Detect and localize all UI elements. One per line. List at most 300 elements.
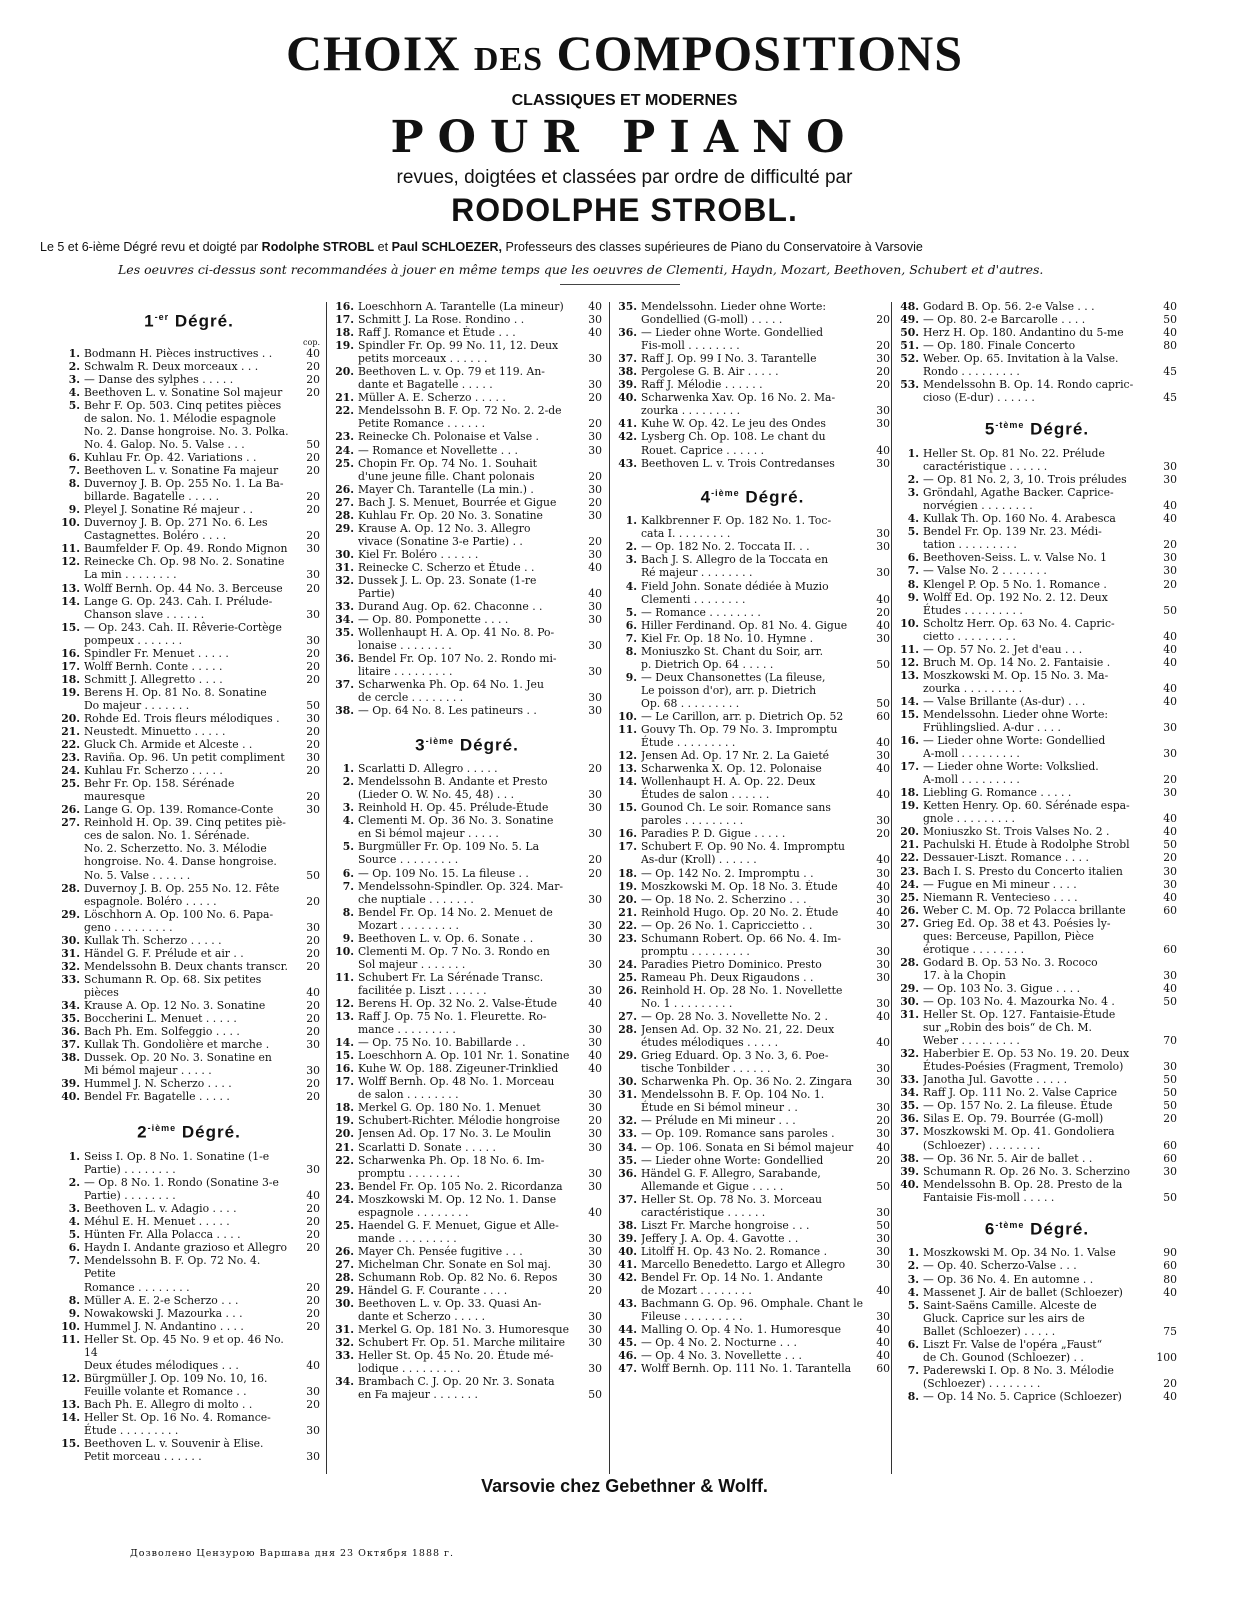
entry-price: 40 xyxy=(1163,655,1177,669)
entry-title: Jensen Ad. Op. 32 No. 21, 22. Deux études mélodiques . . . . . xyxy=(641,1023,835,1050)
entry-title: Bach Ph. E. Allegro di molto . . xyxy=(84,1397,253,1411)
degree-word: Dégré. xyxy=(174,311,234,331)
entry-price: 30 xyxy=(1163,460,1177,474)
entry-title: Beethoven-Seiss. L. v. Valse No. 1 xyxy=(923,551,1108,565)
section-heading-degree-2 xyxy=(58,1117,320,1144)
entry-number: 16. xyxy=(900,734,919,748)
entry-number: 26. xyxy=(900,903,919,917)
entry-title: — Op. 80. 2-e Barcarolle . . . . xyxy=(923,313,1086,327)
catalogue-entry xyxy=(58,373,320,386)
entry-title: Weber. Op. 65. Invitation à la Valse. Rondo . . . . . . . . . xyxy=(923,352,1119,379)
note-schloezer: Paul SCHLOEZER, xyxy=(391,240,503,254)
catalogue-entry xyxy=(615,1349,890,1362)
entry-title: Merkel G. Op. 181 No. 3. Humoresque xyxy=(358,1323,570,1337)
entry-price: 30 xyxy=(588,313,602,327)
entry-number: 19. xyxy=(618,879,637,893)
catalogue-entry xyxy=(332,1049,602,1062)
entry-price: 20 xyxy=(588,1284,602,1298)
entry-price: 20 xyxy=(306,490,320,504)
entry-number: 1. xyxy=(342,762,354,776)
catalogue-entry xyxy=(615,958,890,971)
entry-number: 12. xyxy=(618,749,637,763)
entry-title: — Op. 75 No. 10. Babillarde . . xyxy=(358,1036,526,1050)
entry-number: 27. xyxy=(335,1257,354,1271)
catalogue-entry xyxy=(897,695,1177,708)
entry-price: 30 xyxy=(306,1163,320,1177)
entry-title: Paradies P. D. Gigue . . . . . xyxy=(641,827,786,841)
catalogue-entry xyxy=(615,710,890,723)
entry-number: 15. xyxy=(900,707,919,721)
entry-title: Lange G. Op. 139. Romance-Conte xyxy=(84,803,274,817)
entry-number: 31. xyxy=(900,1008,919,1022)
entry-price: 40 xyxy=(306,985,320,999)
entry-number: 43. xyxy=(618,1297,637,1311)
entry-number: 40. xyxy=(618,391,637,405)
entry-number: 14. xyxy=(61,594,80,608)
entry-title: Paderewski I. Op. 8 No. 3. Mélodie (Schloezer) . . . . . . . . xyxy=(923,1363,1114,1390)
entry-price: 30 xyxy=(588,639,602,653)
entry-title: Lange G. Op. 243. Cah. I. Prélude- Chanson slave . . . . . . xyxy=(84,594,273,621)
entry-title: Hiller Ferdinand. Op. 81 No. 4. Gigue xyxy=(641,618,848,632)
entry-number: 3. xyxy=(907,486,919,500)
catalogue-entry xyxy=(615,1271,890,1297)
entry-number: 34. xyxy=(618,1140,637,1154)
entry-price: 20 xyxy=(306,503,320,517)
entry-number: 33. xyxy=(61,972,80,986)
entry-number: 6. xyxy=(625,618,637,632)
entry-number: 33. xyxy=(335,600,354,614)
entry-number: 34. xyxy=(335,1375,354,1389)
entry-title: Bach I. S. Presto du Concerto italien xyxy=(923,864,1123,878)
entry-title: Kuhlau Fr. Scherzo . . . . . xyxy=(84,764,223,778)
entry-number: 33. xyxy=(618,1127,637,1141)
entry-title: Raff J. Romance et Étude . . . xyxy=(358,326,516,340)
entry-title: Rohde Ed. Trois fleurs mélodiques . xyxy=(84,711,280,725)
entry-price: 20 xyxy=(306,659,320,673)
catalogue-entry xyxy=(615,827,890,840)
entry-price: 20 xyxy=(306,1397,320,1411)
entry-title: Haendel G. F. Menuet, Gigue et Alle- mande . . . . . . . . . xyxy=(358,1218,559,1245)
subtitle: CLASSIQUES ET MODERNES xyxy=(511,92,738,109)
entry-number: 18. xyxy=(335,326,354,340)
entry-number: 31. xyxy=(335,1323,354,1337)
entry-number: 12. xyxy=(335,997,354,1010)
entry-price: 50 xyxy=(588,1388,602,1402)
entry-price: 40 xyxy=(876,1140,890,1154)
entry-title: Janotha Jul. Gavotte . . . . . xyxy=(923,1073,1068,1087)
catalogue-entry xyxy=(897,1112,1177,1125)
entry-price: 80 xyxy=(1163,339,1177,353)
entry-number: 17. xyxy=(335,313,354,327)
entry-price: 20 xyxy=(306,581,320,595)
entry-title: Jensen Ad. Op. 17 No. 3. Le Moulin xyxy=(358,1127,552,1141)
entry-price: 20 xyxy=(306,451,320,465)
column-divider xyxy=(326,302,327,1474)
entry-price: 30 xyxy=(876,404,890,418)
catalogue-entry xyxy=(897,486,1177,512)
catalogue-entry xyxy=(58,947,320,960)
entry-title: Schubert-Richter. Mélodie hongroise xyxy=(358,1114,560,1128)
entry-number: 36. xyxy=(618,1166,637,1180)
entry-title: — Op. 4 No. 2. Nocturne . . . xyxy=(641,1336,797,1350)
entry-title: Mendelssohn B. F. Op. 72 No. 2. 2-de Petite Romance . . . . . . xyxy=(358,404,562,431)
catalogue-entry xyxy=(897,1165,1177,1178)
catalogue-entry xyxy=(58,1411,320,1437)
catalogue-entry xyxy=(58,647,320,660)
entry-title: — Op. 142 No. 2. Impromptu . . xyxy=(641,866,814,880)
entry-title: — Op. 81 No. 2, 3, 10. Trois préludes xyxy=(923,473,1127,487)
entry-number: 5. xyxy=(625,605,637,619)
catalogue-entry xyxy=(332,430,602,443)
entry-title: — Op. 157 No. 2. La fileuse. Étude xyxy=(923,1099,1113,1113)
entry-price: 30 xyxy=(1163,877,1177,891)
entry-price: 30 xyxy=(588,443,602,457)
catalogue-entry xyxy=(897,1047,1177,1073)
entry-number: 9. xyxy=(68,503,80,517)
entry-title: Kullak Th. Gondolière et marche . xyxy=(84,1038,270,1052)
catalogue-entry xyxy=(615,840,890,866)
catalogue-entry xyxy=(58,660,320,673)
entry-number: 20. xyxy=(61,711,80,725)
entry-price: 40 xyxy=(306,346,320,360)
catalogue-entry xyxy=(58,347,320,360)
entry-number: 36. xyxy=(61,1025,80,1039)
entry-title: — Lieder ohne Worte. Gondellied Fis-moll . . . . . . . . xyxy=(641,326,824,353)
catalogue-entry xyxy=(58,803,320,816)
entry-price: 20 xyxy=(306,1293,320,1307)
entry-title: — Op. 243. Cah. II. Rêverie-Cortège pompeux . . . . . . . xyxy=(84,620,282,647)
entry-title: Moszkowski M. Op. 12 No. 1. Danse espagnole . . . . . . . . xyxy=(358,1192,557,1219)
entry-title: — Op. 106. Sonata en Si bémol majeur xyxy=(641,1140,854,1154)
entry-number: 32. xyxy=(618,1114,637,1128)
entry-title: Raff J. Mélodie . . . . . . xyxy=(641,378,763,392)
entry-title: Raff J. Op. 99 I No. 3. Tarantelle xyxy=(641,352,817,366)
catalogue-entry xyxy=(615,893,890,906)
catalogue-entry xyxy=(58,816,320,881)
catalogue-entry xyxy=(897,995,1177,1008)
entry-number: 10. xyxy=(61,516,80,530)
entry-title: Wollenhaupt H. A. Op. 41 No. 8. Po- lonaise . . . . . . . . xyxy=(358,626,555,653)
entry-number: 4. xyxy=(907,512,919,526)
editors-note xyxy=(40,240,1240,254)
entry-price: 45 xyxy=(1163,365,1177,379)
entry-title: Kiel Fr. Boléro . . . . . . xyxy=(358,547,479,561)
catalogue-entry xyxy=(58,908,320,934)
entry-number: 37. xyxy=(335,678,354,692)
entry-number: 17. xyxy=(61,659,80,673)
entry-price: 30 xyxy=(876,1231,890,1245)
entry-number: 15. xyxy=(618,801,637,815)
catalogue-entry xyxy=(897,591,1177,617)
entry-title: Gröndahl, Agathe Backer. Caprice- norvégien . . . . . . . . xyxy=(923,486,1114,513)
entry-price: 20 xyxy=(306,1228,320,1242)
catalogue-entry xyxy=(332,1101,602,1114)
entry-price: 30 xyxy=(1163,1060,1177,1074)
entry-number: 32. xyxy=(335,573,354,587)
entry-price: 30 xyxy=(306,1424,320,1438)
catalogue-entry xyxy=(58,1398,320,1411)
entry-title: Dussek J. L. Op. 23. Sonate (1-re Partie) xyxy=(358,573,537,601)
entry-price: 40 xyxy=(1163,300,1177,313)
entry-number: 26. xyxy=(335,482,354,496)
entry-number: 39. xyxy=(618,1231,637,1245)
entry-title: Mendelssohn B. Andante et Presto (Lieder O. W. No. 45, 48) . . . xyxy=(358,775,548,802)
catalogue-entry xyxy=(615,1088,890,1114)
entry-number: 21. xyxy=(61,725,80,739)
entry-title: Clementi M. Op. 7 No. 3. Rondo en Sol majeur . . . . . . . xyxy=(358,944,550,971)
entry-title: Marcello Benedetto. Largo et Allegro xyxy=(641,1257,846,1271)
entry-price: 40 xyxy=(876,762,890,776)
entry-price: 40 xyxy=(588,997,602,1010)
degree-number: 3 xyxy=(415,735,426,755)
catalogue-entry xyxy=(615,1258,890,1271)
section-heading-degree-4 xyxy=(615,482,890,509)
entry-title: Gouvy Th. Op. 79 No. 3. Impromptu Étude . . . . . . . . . xyxy=(641,723,838,750)
column-2 xyxy=(332,300,602,1401)
catalogue-entry xyxy=(897,865,1177,878)
entry-title: Bürgmüller J. Op. 109 No. 10, 16. Feuille volante et Romance . . xyxy=(84,1371,268,1398)
catalogue-entry xyxy=(897,512,1177,525)
entry-price: 20 xyxy=(588,853,602,867)
entry-number: 7. xyxy=(907,564,919,578)
entry-title: Schumann Rob. Op. 82 No. 6. Repos xyxy=(358,1270,558,1284)
catalogue-entry xyxy=(332,1141,602,1154)
entry-price: 30 xyxy=(588,1323,602,1337)
catalogue-entry xyxy=(58,999,320,1012)
entry-number: 50. xyxy=(900,326,919,340)
entry-price: 50 xyxy=(876,1218,890,1232)
catalogue-entry xyxy=(332,1062,602,1075)
entry-price: 20 xyxy=(306,646,320,660)
catalogue-entry xyxy=(897,851,1177,864)
entry-price: 40 xyxy=(1163,694,1177,708)
entry-title: Jensen Ad. Op. 17 Nr. 2. La Gaieté xyxy=(641,749,830,763)
entry-number: 7. xyxy=(68,1254,80,1268)
entry-number: 51. xyxy=(900,339,919,353)
entry-price: 30 xyxy=(588,957,602,971)
catalogue-entry xyxy=(332,971,602,997)
catalogue-entry xyxy=(332,652,602,678)
entry-number: 6. xyxy=(907,551,919,565)
entry-price: 30 xyxy=(876,1205,890,1219)
entry-number: 27. xyxy=(61,816,80,830)
entry-price: 50 xyxy=(306,868,320,882)
catalogue-entry xyxy=(58,686,320,712)
entry-number: 24. xyxy=(618,957,637,971)
entry-price: 40 xyxy=(1163,629,1177,643)
catalogue-entry xyxy=(58,1051,320,1077)
catalogue-entry xyxy=(58,1202,320,1215)
catalogue-entry xyxy=(58,1012,320,1025)
entry-number: 25. xyxy=(618,970,637,984)
catalogue-entry xyxy=(897,1273,1177,1286)
entry-number: 24. xyxy=(335,1192,354,1206)
entry-price: 20 xyxy=(306,959,320,973)
entry-title: Gluck Ch. Armide et Alceste . . xyxy=(84,738,253,752)
entry-number: 7. xyxy=(907,1363,919,1377)
entry-number: 39. xyxy=(618,378,637,392)
entry-number: 36. xyxy=(900,1112,919,1126)
entry-price: 30 xyxy=(876,944,890,958)
entry-number: 32. xyxy=(61,959,80,973)
entry-price: 40 xyxy=(876,736,890,750)
entry-title: Duvernoy J. B. Op. 271 No. 6. Les Castagnettes. Boléro . . . . xyxy=(84,516,268,543)
entry-title: — Romance . . . . . . . . xyxy=(641,605,761,619)
catalogue-entry xyxy=(332,509,602,522)
entry-price: 60 xyxy=(876,709,890,723)
entry-title: Herz H. Op. 180. Andantino du 5-me xyxy=(923,326,1124,340)
catalogue-entry xyxy=(58,542,320,555)
catalogue-entry xyxy=(58,1150,320,1176)
entry-price: 20 xyxy=(876,1114,890,1128)
entry-number: 11. xyxy=(335,970,354,984)
entry-number: 31. xyxy=(61,946,80,960)
entry-title: Loeschhorn A. Tarantelle (La mineur) xyxy=(358,300,564,313)
entry-number: 3. xyxy=(342,801,354,815)
entry-price: 30 xyxy=(876,456,890,470)
entry-title: Brambach C. J. Op. 20 Nr. 3. Sonata en Fa majeur . . . . . . . xyxy=(358,1375,555,1402)
section-heading-degree-1 xyxy=(58,306,320,333)
catalogue-entry xyxy=(332,867,602,880)
entry-number: 23. xyxy=(900,864,919,878)
entry-price: 45 xyxy=(1163,391,1177,405)
entry-title: Pergolese G. B. Air . . . . . xyxy=(641,365,779,379)
entry-price: 30 xyxy=(876,814,890,828)
catalogue-entry xyxy=(897,300,1177,313)
entry-price: 50 xyxy=(1163,995,1177,1008)
entry-title: Schmitt J. La Rose. Rondino . . xyxy=(358,313,525,327)
degree-2-list xyxy=(58,1150,320,1463)
entry-price: 30 xyxy=(588,1127,602,1141)
catalogue-entry xyxy=(58,1294,320,1307)
catalogue-entry xyxy=(615,801,890,827)
catalogue-entry xyxy=(615,540,890,553)
entry-title: Lysberg Ch. Op. 108. Le chant du Rouet. Caprice . . . . . . xyxy=(641,430,826,457)
catalogue-entry xyxy=(897,339,1177,352)
entry-number: 15. xyxy=(335,1049,354,1063)
entry-price: 40 xyxy=(876,1284,890,1298)
entry-title: Händel G. F. Allegro, Sarabande, Allemande et Gigue . . . . . xyxy=(641,1166,821,1193)
catalogue-entry xyxy=(897,786,1177,799)
entry-price: 20 xyxy=(306,1077,320,1091)
entry-number: 24. xyxy=(335,443,354,457)
catalogue-entry xyxy=(332,600,602,613)
entry-title: Händel G. F. Courante . . . . xyxy=(358,1284,508,1298)
catalogue-entry xyxy=(332,1375,602,1401)
degree-3-list-cont xyxy=(615,300,890,470)
entry-price: 80 xyxy=(1163,1272,1177,1286)
entry-number: 39. xyxy=(900,1164,919,1178)
entry-title: Schubert Fr. La Sérénade Transc. facilitée p. Liszt . . . . . . xyxy=(358,970,544,997)
entry-price: 60 xyxy=(1163,1138,1177,1152)
entry-number: 2. xyxy=(907,1259,919,1273)
entry-price: 40 xyxy=(588,1062,602,1076)
entry-price: 30 xyxy=(588,1310,602,1324)
catalogue-entry xyxy=(615,606,890,619)
entry-number: 36. xyxy=(335,652,354,666)
entry-title: Liszt Fr. Marche hongroise . . . xyxy=(641,1218,810,1232)
entry-title: Méhul E. H. Menuet . . . . . xyxy=(84,1215,230,1229)
entry-number: 38. xyxy=(61,1051,80,1065)
entry-price: 30 xyxy=(876,1310,890,1324)
entry-price: 40 xyxy=(876,1336,890,1350)
entry-number: 29. xyxy=(618,1049,637,1063)
entry-number: 42. xyxy=(618,430,637,444)
entry-price: 30 xyxy=(588,1257,602,1271)
catalogue-entry xyxy=(615,1219,890,1232)
entry-number: 40. xyxy=(61,1090,80,1104)
entry-number: 34. xyxy=(900,1086,919,1100)
entry-number: 5. xyxy=(907,1298,919,1312)
entry-price: 20 xyxy=(588,762,602,776)
entry-number: 29. xyxy=(900,981,919,995)
catalogue-entry xyxy=(58,725,320,738)
entry-price: 20 xyxy=(876,605,890,619)
catalogue-entry xyxy=(58,516,320,542)
note-professors: Professeurs des classes supérieures de Piano du Conservatoire à Varsovie xyxy=(505,240,923,254)
catalogue-entry xyxy=(615,1245,890,1258)
entry-number: 8. xyxy=(342,905,354,919)
catalogue-entry xyxy=(615,762,890,775)
entry-title: Bruch M. Op. 14 No. 2. Fantaisie . xyxy=(923,655,1111,669)
entry-number: 10. xyxy=(335,944,354,958)
catalogue-entry xyxy=(897,1099,1177,1112)
title xyxy=(0,26,1249,87)
entry-title: Scarlatti D. Allegro . . . . . xyxy=(358,762,498,776)
entry-title: Mendelssohn B. F. Op. 72 No. 4. Petite Romance . . . . . . . . xyxy=(84,1254,261,1294)
entry-number: 1. xyxy=(907,447,919,461)
entry-number: 17. xyxy=(900,760,919,774)
entry-price: 30 xyxy=(588,1336,602,1350)
entry-price: 20 xyxy=(588,391,602,405)
entry-title: Litolff H. Op. 43 No. 2. Romance . xyxy=(641,1244,828,1258)
catalogue-entry xyxy=(332,1154,602,1180)
catalogue-entry xyxy=(58,399,320,451)
entry-price: 30 xyxy=(588,430,602,444)
catalogue-entry xyxy=(332,1323,602,1336)
entry-price: 20 xyxy=(588,495,602,509)
entry-title: Heller St. Op. 45 No. 9 et op. 46 No. 14 Deux études mélodiques . . . xyxy=(84,1332,284,1372)
catalogue-entry xyxy=(615,1154,890,1167)
entry-price: 40 xyxy=(876,879,890,893)
catalogue-entry xyxy=(897,799,1177,825)
entry-number: 3. xyxy=(68,372,80,386)
entry-number: 21. xyxy=(618,905,637,919)
entry-title: Wolff Bernh. Op. 44 No. 3. Berceuse xyxy=(84,581,283,595)
entry-title: Müller A. E. 2-e Scherzo . . . xyxy=(84,1293,239,1307)
entry-price: 50 xyxy=(1163,1099,1177,1113)
entry-title: Seiss I. Op. 8 No. 1. Sonatine (1-e Partie) . . . . . . . . xyxy=(84,1150,270,1177)
entry-price: 30 xyxy=(306,633,320,647)
entry-title: Kuhlau Fr. Op. 42. Variations . . xyxy=(84,451,257,465)
title-word-compositions: COMPOSITIONS xyxy=(556,25,964,81)
entry-number: 30. xyxy=(900,995,919,1008)
entry-price: 30 xyxy=(306,568,320,582)
entry-number: 37. xyxy=(900,1125,919,1139)
entry-number: 1. xyxy=(625,514,637,528)
entry-price: 90 xyxy=(1163,1246,1177,1260)
entry-title: Schumann Robert. Op. 66 No. 4. Im- promptu . . . . . . . . . xyxy=(641,931,841,958)
entry-price: 30 xyxy=(1163,864,1177,878)
entry-price: 40 xyxy=(876,1349,890,1363)
entry-title: Haydn I. Andante grazioso et Allegro xyxy=(84,1241,288,1255)
entry-title: Boccherini L. Menuet . . . . . xyxy=(84,1012,237,1026)
entry-number: 28. xyxy=(61,881,80,895)
catalogue-entry xyxy=(615,417,890,430)
entry-number: 11. xyxy=(61,542,80,556)
entry-title: Behr F. Op. 503. Cinq petites pièces de salon. No. 1. Mélodie espagnole No. 2. Danse hongroise. No. 3. Polka. No. 4. Galop. No. 5. Valse . . . xyxy=(84,398,289,451)
entry-price: 50 xyxy=(1163,1086,1177,1100)
